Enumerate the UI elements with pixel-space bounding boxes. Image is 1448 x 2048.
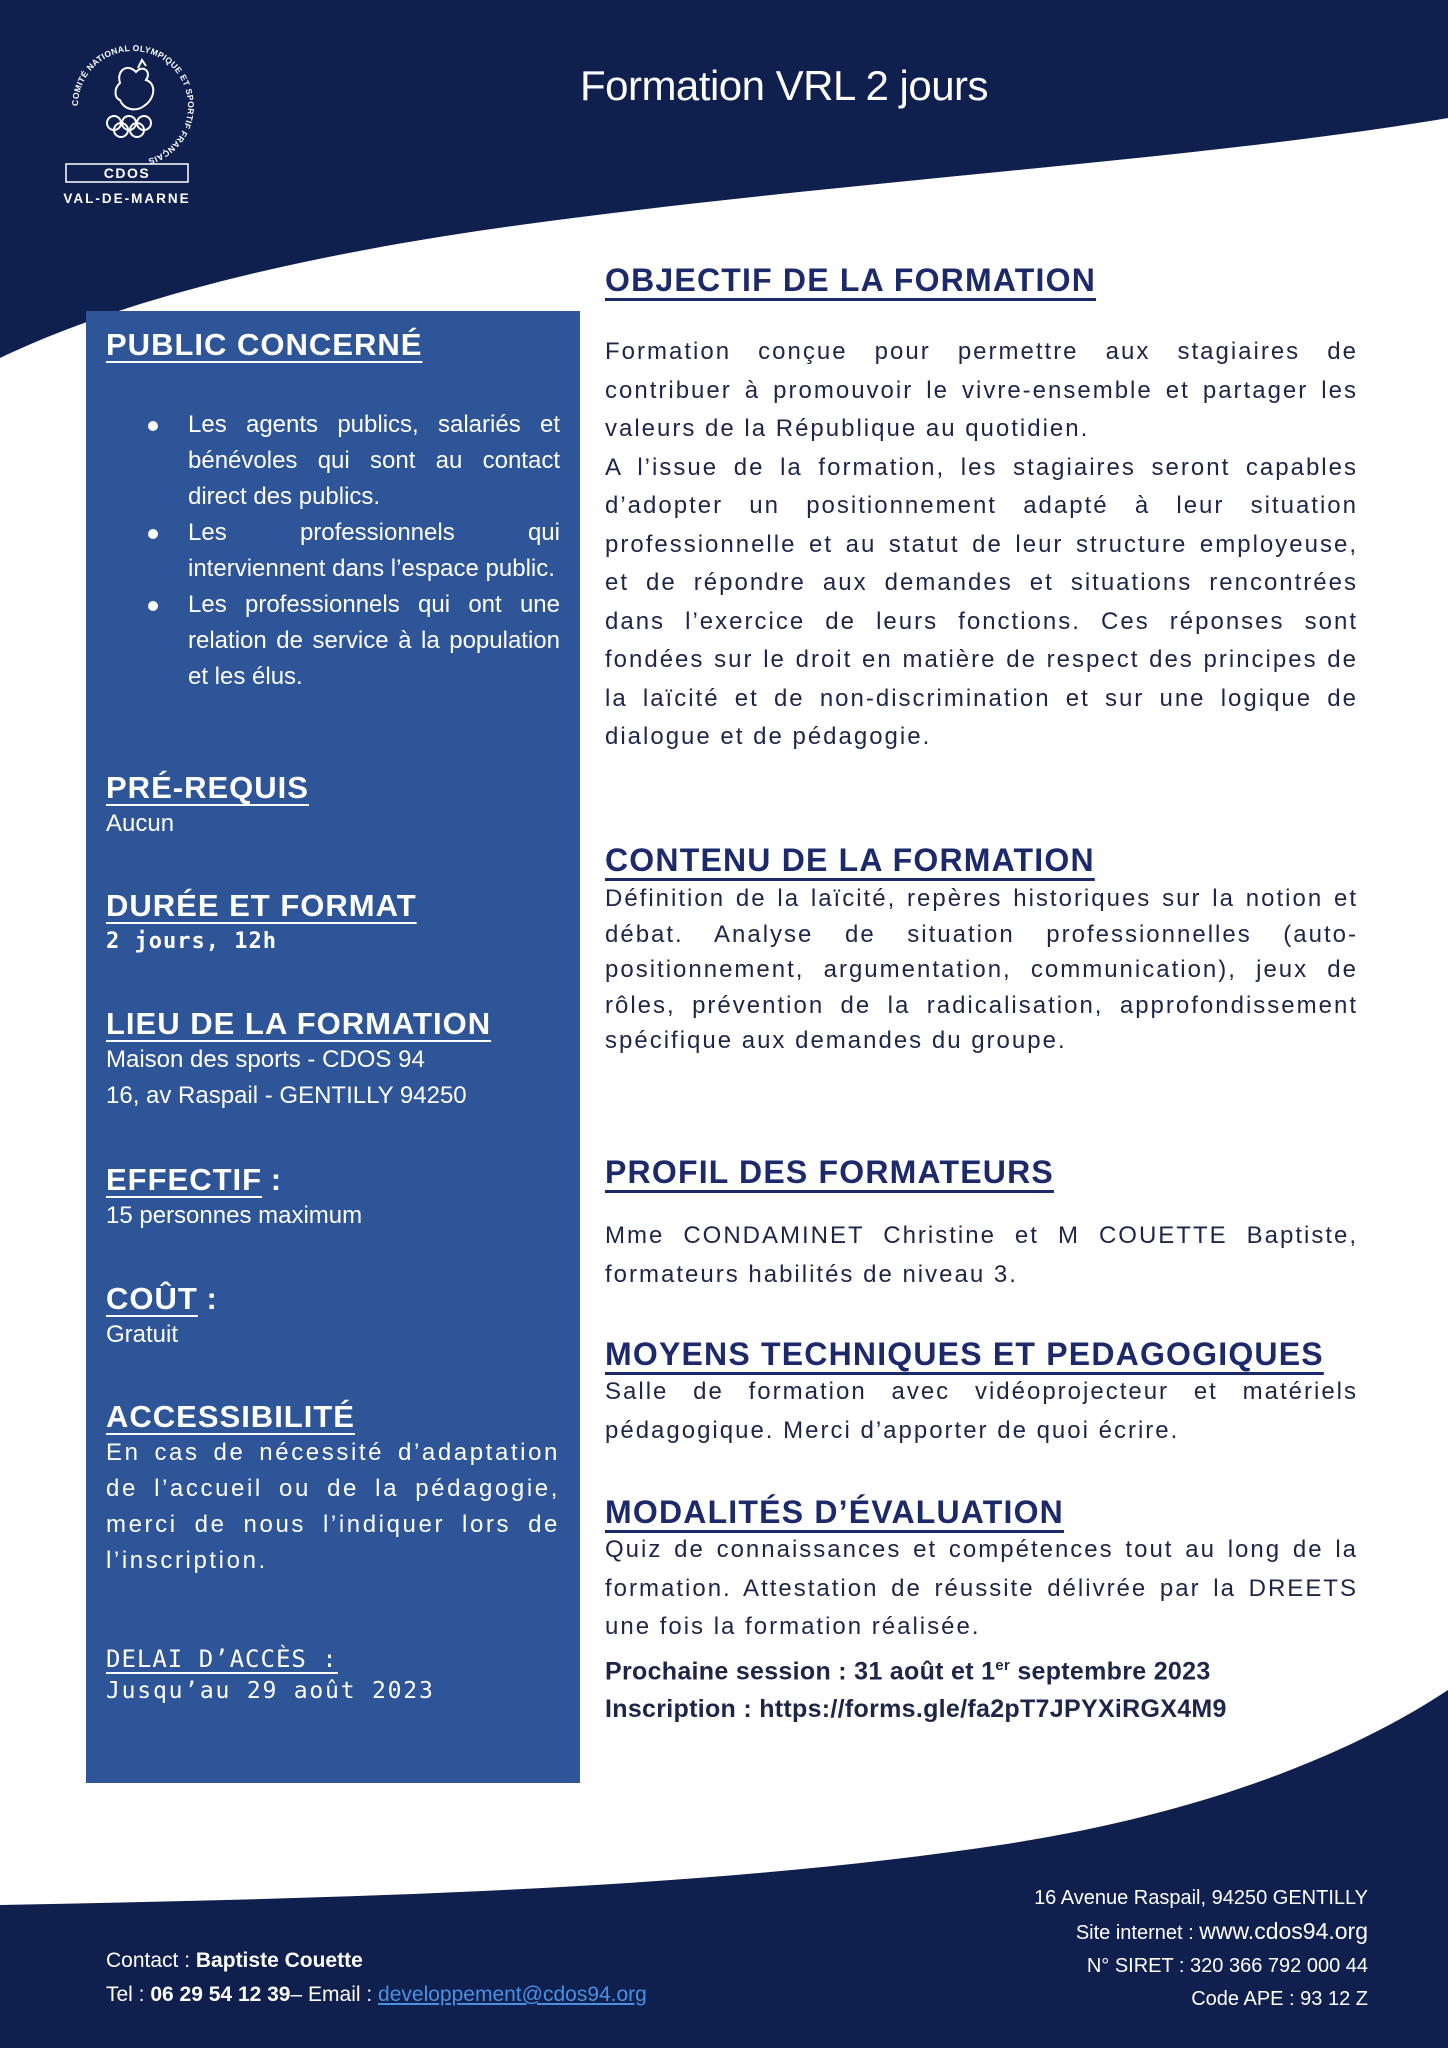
tel-line: Tel : 06 29 54 12 39– Email : developpement@cdos94.org [106, 1983, 647, 2006]
objectif-p1: Formation conçue pour permettre aux stagiaires de contribuer à promouvoir le vivre-ensemble et partager les valeurs de la République au quotidien. [605, 338, 1358, 442]
contenu-section [605, 842, 1358, 1059]
moyens-heading: MOYENS TECHNIQUES ET PEDAGOGIQUES [605, 1336, 1324, 1372]
duree-text: 2 jours, 12h [106, 929, 277, 954]
prerequis-heading: PRÉ-REQUIS [106, 770, 309, 805]
page-title: Formation VRL 2 jours [579, 62, 989, 109]
site-link[interactable]: www.cdos94.org [1199, 1918, 1368, 1944]
lieu-section [106, 1006, 560, 1114]
address-line: 16 Avenue Raspail, 94250 GENTILLY [1034, 1887, 1368, 1909]
olympic-rings-icon [107, 116, 151, 137]
delai-text: Jusqu’au 29 août 2023 [106, 1678, 435, 1704]
lieu-heading: LIEU DE LA FORMATION [106, 1006, 492, 1041]
objectif-heading: OBJECTIF DE LA FORMATION [605, 262, 1097, 298]
session-text: Prochaine session : 31 août et 1er septembre 2023 [605, 1656, 1211, 1685]
objectif-p2: A l’issue de la formation, les stagiaires seront capables d’adopter un positionnement adapté à leur situation professionnelle et au statut de leur structure employeuse, et de répondre aux demandes et situations rencontrées dans l’exercice de leurs fonctions. Ces réponses sont fondées sur le droit en matière de respect des principes de la laïcité et de non-discrimination et sur une logique de dialogue et de pédagogie. [605, 453, 1358, 750]
lieu-line2: 16, av Raspail - GENTILLY 94250 [106, 1082, 467, 1109]
modalites-heading: MODALITÉS D’ÉVALUATION [605, 1494, 1064, 1530]
email-link[interactable]: developpement@cdos94.org [378, 1983, 647, 2006]
contact-line: Contact : Baptiste Couette [106, 1949, 363, 1972]
effectif-heading: EFFECTIF [106, 1162, 263, 1197]
cout-section [106, 1281, 560, 1353]
public-list [106, 407, 560, 695]
contenu-text: Définition de la laïcité, repères historiques sur la notion et débat. Analyse de situation professionnelles (auto-positionnement, argumentation, communication), jeux de rôles, prévention de la radicalisation, approfondissement spécifique aux demandes du groupe. [605, 885, 1358, 1054]
moyens-section [605, 1336, 1358, 1450]
duree-heading: DURÉE ET FORMAT [106, 888, 417, 923]
svg-text:CDOS: CDOS [103, 165, 151, 181]
accessibilite-text: En cas de nécessité d’adaptation de l’accueil ou de la pédagogie, merci de nous l’indiquer lors de l’inscription. [106, 1439, 560, 1574]
modalites-text: Quiz de connaissances et compétences tout au long de la formation. Attestation de réussite délivrée par la DREETS une fois la formation réalisée. [605, 1536, 1358, 1640]
prerequis-section [106, 770, 560, 842]
list-item: Les professionnels qui ont une relation de service à la population et les élus. [188, 587, 560, 695]
profil-section [605, 1154, 1358, 1294]
svg-text:COMITÉ NATIONAL OLYMPIQUE ET S: COMITÉ NATIONAL OLYMPIQUE ET SPORTIF FRANÇAIS [69, 42, 197, 167]
svg-text:VAL-DE-MARNE: VAL-DE-MARNE [63, 191, 191, 206]
contenu-heading: CONTENU DE LA FORMATION [605, 842, 1095, 878]
accessibilite-section [106, 1399, 560, 1579]
modalites-section [605, 1494, 1358, 1728]
cdos-logo [48, 28, 218, 218]
footer-contact [106, 1944, 647, 2012]
accessibilite-heading: ACCESSIBILITÉ [106, 1399, 355, 1434]
public-heading: PUBLIC CONCERNÉ [106, 327, 423, 362]
delai-heading: DELAI D’ACCÈS : [106, 1645, 338, 1673]
siret-line: N° SIRET : 320 366 792 000 44 [1086, 1955, 1368, 1977]
cout-colon: : [197, 1281, 217, 1316]
list-item: Les professionnels qui interviennent dans l’espace public. [188, 515, 560, 587]
prerequis-text: Aucun [106, 810, 175, 837]
public-section [106, 327, 560, 695]
effectif-section [106, 1162, 560, 1234]
phone-number: 06 29 54 12 39 [150, 1983, 291, 2006]
profil-text: Mme CONDAMINET Christine et M COUETTE Baptiste, formateurs habilités de niveau 3. [605, 1222, 1358, 1288]
site-line: Site internet : www.cdos94.org [1075, 1918, 1368, 1944]
footer-address [1034, 1882, 1368, 2016]
effectif-text: 15 personnes maximum [106, 1202, 363, 1229]
cout-text: Gratuit [106, 1321, 179, 1348]
moyens-text: Salle de formation avec vidéoprojecteur et matériels pédagogique. Merci d’apporter de quoi écrire. [605, 1378, 1358, 1444]
effectif-colon: : [262, 1162, 282, 1197]
sidebar-panel [86, 311, 580, 1783]
lieu-line1: Maison des sports - CDOS 94 [106, 1046, 425, 1073]
cout-heading: COÛT [106, 1281, 198, 1316]
inscription-link[interactable]: Inscription : https://forms.gle/fa2pT7JPYXiRGX4M9 [605, 1694, 1227, 1723]
ape-line: Code APE : 93 12 Z [1191, 1988, 1368, 2010]
profil-heading: PROFIL DES FORMATEURS [605, 1154, 1054, 1190]
duree-section [106, 888, 560, 960]
objectif-section [605, 262, 1358, 757]
delai-section [106, 1643, 560, 1707]
list-item: Les agents publics, salariés et bénévoles qui sont au contact direct des publics. [188, 407, 560, 515]
